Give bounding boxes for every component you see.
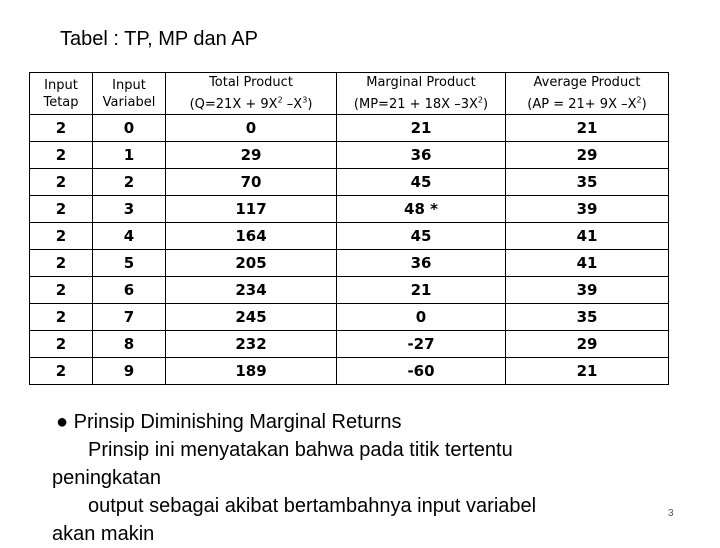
header-marginal-product — [337, 73, 506, 115]
table-row — [30, 250, 669, 277]
header-line: Tetap — [43, 94, 79, 110]
table-cell: 5 — [93, 250, 166, 277]
table-cell: 205 — [166, 250, 337, 277]
header-formula: (AP = 21+ 9X $-X^2$) — [527, 95, 647, 112]
header-line: Input — [112, 77, 146, 93]
table-cell: 2 — [30, 115, 93, 142]
table-cell: 35 — [506, 169, 669, 196]
table-cell: 6 — [93, 277, 166, 304]
table-cell: 21 — [337, 277, 506, 304]
table-row — [30, 304, 669, 331]
table-cell: 0 — [93, 115, 166, 142]
production-table — [29, 72, 669, 385]
table-row — [30, 277, 669, 304]
table-row — [30, 331, 669, 358]
table-row — [30, 223, 669, 250]
table-cell: 4 — [93, 223, 166, 250]
table-cell: 39 — [506, 196, 669, 223]
table-cell: 117 — [166, 196, 337, 223]
table-cell: 2 — [30, 223, 93, 250]
table-cell: 232 — [166, 331, 337, 358]
header-formula: (MP=21 + 18X $-3X^2$) — [353, 95, 489, 112]
table-cell: 9 — [93, 358, 166, 385]
header-formula: ($Q=21X + 9X^2$ $-X^3$) — [189, 95, 313, 112]
notes-heading-line — [56, 408, 656, 436]
header-total-product — [166, 73, 337, 115]
table-cell: 29 — [506, 331, 669, 358]
table-row — [30, 142, 669, 169]
table-cell: 36 — [337, 142, 506, 169]
table-cell: 7 — [93, 304, 166, 331]
table-cell: 39 — [506, 277, 669, 304]
notes-heading: Prinsip Diminishing Marginal Returns — [73, 411, 402, 433]
table-cell: 2 — [30, 358, 93, 385]
table-cell: 189 — [166, 358, 337, 385]
table-row — [30, 196, 669, 223]
table-cell: 3 — [93, 196, 166, 223]
table-cell: 21 — [337, 115, 506, 142]
table-header-row — [30, 73, 669, 115]
bullet-icon: ● — [56, 411, 69, 433]
table-cell: 45 — [337, 169, 506, 196]
table-cell: 21 — [506, 115, 669, 142]
table-cell: 2 — [30, 196, 93, 223]
table-cell: 21 — [506, 358, 669, 385]
header-line: Input — [44, 77, 78, 93]
table-cell: 70 — [166, 169, 337, 196]
table-cell: 48 * — [337, 196, 506, 223]
table-cell: -27 — [337, 331, 506, 358]
notes-line-1: Prinsip ini menyatakan bahwa pada titik tertentu — [88, 439, 513, 461]
table-cell: 45 — [337, 223, 506, 250]
table-cell: 0 — [166, 115, 337, 142]
table-cell: 164 — [166, 223, 337, 250]
table-cell: -60 — [337, 358, 506, 385]
table-cell: 2 — [30, 277, 93, 304]
header-average-product — [506, 73, 669, 115]
table-cell: 2 — [30, 250, 93, 277]
header-input-tetap — [30, 73, 93, 115]
table-cell: 245 — [166, 304, 337, 331]
table-cell: 41 — [506, 223, 669, 250]
page-title: Tabel : TP, MP dan AP — [60, 28, 258, 50]
header-line: Total Product — [209, 75, 293, 91]
header-line: Average Product — [533, 75, 641, 91]
table-cell: 29 — [506, 142, 669, 169]
table-cell: 2 — [30, 142, 93, 169]
table-cell: 2 — [30, 331, 93, 358]
table-cell: 234 — [166, 277, 337, 304]
notes-line-3: output sebagai akibat bertambahnya input variabel — [88, 495, 537, 517]
table-cell: 1 — [93, 142, 166, 169]
table-cell: 2 — [30, 304, 93, 331]
table-cell: 36 — [337, 250, 506, 277]
table-cell: 0 — [337, 304, 506, 331]
table-row — [30, 115, 669, 142]
notes-block — [52, 408, 656, 548]
header-input-variabel — [93, 73, 166, 115]
table-cell: 35 — [506, 304, 669, 331]
table-row — [30, 169, 669, 196]
table-cell: 29 — [166, 142, 337, 169]
header-line: Marginal Product — [366, 75, 476, 91]
page-number: 3 — [668, 508, 674, 519]
header-line: Variabel — [102, 94, 156, 110]
notes-line-4: akan makin — [52, 523, 155, 545]
table-cell: 2 — [93, 169, 166, 196]
notes-line-2: peningkatan — [52, 467, 161, 489]
table-cell: 2 — [30, 169, 93, 196]
table-row — [30, 358, 669, 385]
table-cell: 8 — [93, 331, 166, 358]
table-cell: 41 — [506, 250, 669, 277]
